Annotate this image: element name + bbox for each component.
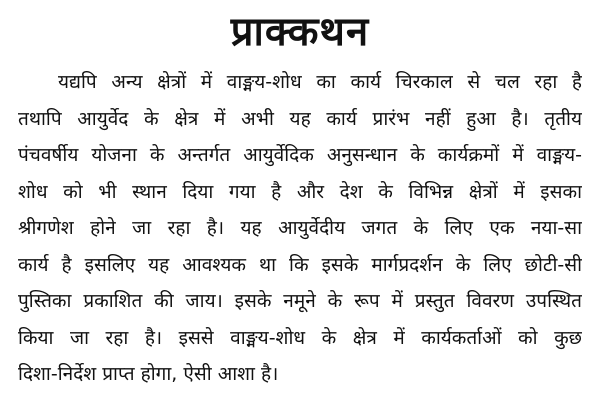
paragraph-line: पंचवर्षीय योजना के अन्तर्गत आयुर्वेदिक अनुसन्धान के कार्यक्रमों में वाङ्मय- xyxy=(18,144,582,166)
page-title: प्राक्कथन xyxy=(230,9,370,55)
paragraph-line: किया जा रहा है। इससे वाङ्मय-शोध के क्षेत्र में कार्यकर्ताओं को कुछ xyxy=(18,326,582,349)
paragraph-line: दिशा-निर्देश प्राप्त होगा, ऐसी आशा है। xyxy=(18,363,279,385)
paragraph-line: कार्य है इसलिए यह आवश्यक था कि इसके मार्गप्रदर्शन के लिए छोटी-सी xyxy=(18,253,582,276)
paragraph-line: तथापि आयुर्वेद के क्षेत्र में अभी यह कार्य प्रारंभ नहीं हुआ है। तृतीय xyxy=(18,107,582,130)
paragraph-line: यद्यपि अन्य क्षेत्रों में वाङ्मय-शोध का कार्य चिरकाल से चल रहा है xyxy=(58,71,582,93)
paragraph-line: शोध को भी स्थान दिया गया है और देश के विभिन्न क्षेत्रों में इसका xyxy=(18,180,582,203)
paragraph-line: पुस्तिका प्रकाशित की जाय। इसके नमूने के रूप में प्रस्तुत विवरण उपस्थित xyxy=(18,290,582,312)
preface-paragraph xyxy=(18,64,582,393)
paragraph-line: श्रीगणेश होने जा रहा है। यह आयुर्वेदीय जगत के लिए एक नया-सा xyxy=(18,217,582,239)
